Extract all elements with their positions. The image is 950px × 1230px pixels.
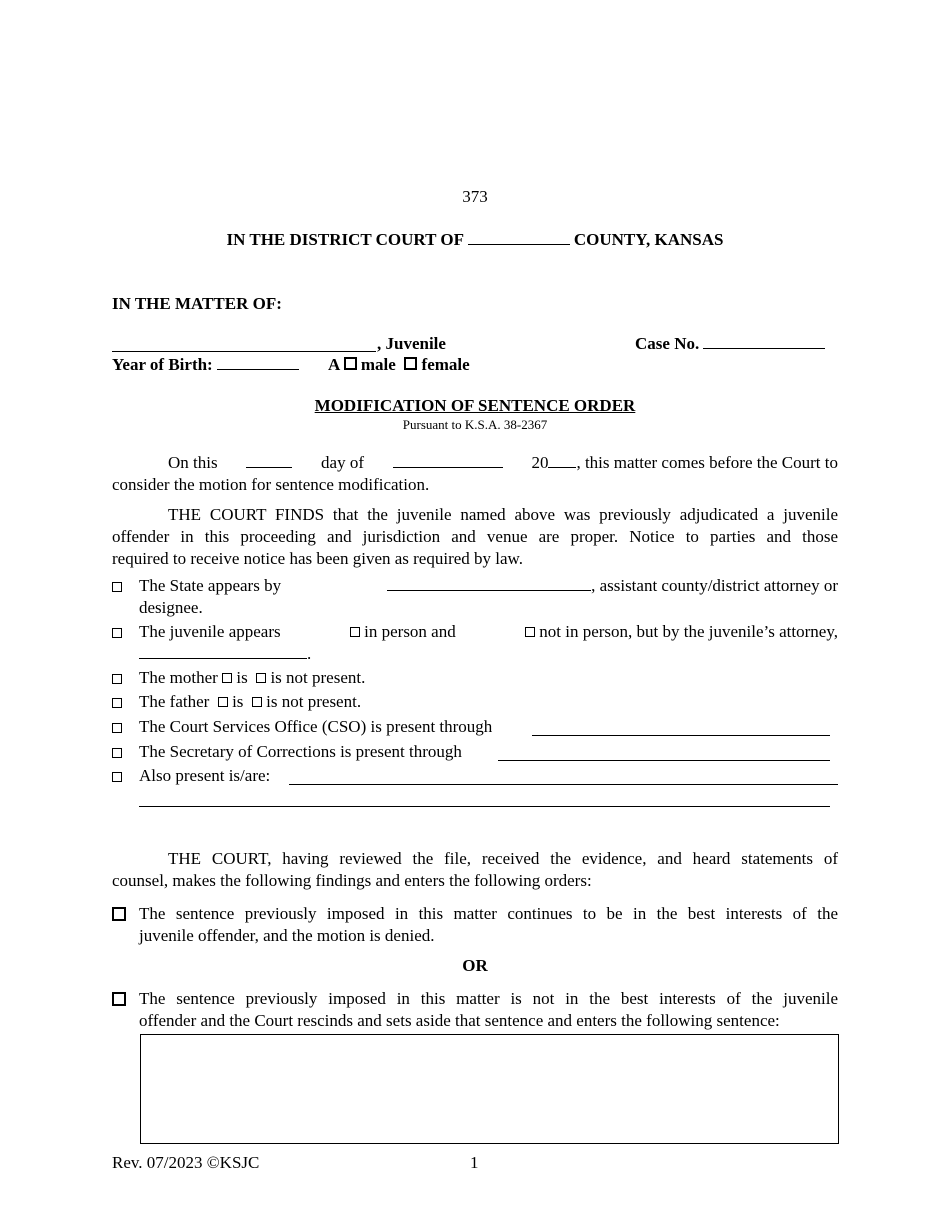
- also-present-blank-2[interactable]: [139, 806, 830, 807]
- option-denied-line-1: The sentence previously imposed in this matter continues to be in the best interests of the: [139, 904, 838, 923]
- juvenile-attorney-line: .: [139, 644, 311, 664]
- juvenile-appears-checkbox[interactable]: [112, 628, 122, 638]
- option-rescind-checkbox[interactable]: [112, 992, 126, 1006]
- state-appears-line: [139, 576, 838, 596]
- date-tail: , this matter comes before the Court to: [576, 453, 838, 472]
- mother-is-label: is: [236, 668, 248, 687]
- document-subtitle: Pursuant to K.S.A. 38-2367: [402, 417, 548, 432]
- findings-line-2: offender in this proceeding and jurisdiction and venue are proper. Notice to parties and those: [112, 527, 838, 546]
- option-rescind-line-1: The sentence previously imposed in this matter is not in the best interests of the juvenile: [139, 989, 838, 1008]
- not-in-person-label: not in person, but by the juvenile’s attorney,: [539, 622, 838, 641]
- cso-blank[interactable]: [532, 735, 830, 736]
- father-label: The father: [139, 692, 210, 711]
- cso-checkbox[interactable]: [112, 723, 122, 733]
- year-prefix: 20: [531, 453, 549, 472]
- court-heading-suffix: COUNTY, KANSAS: [573, 230, 724, 249]
- in-person-label: in person and: [364, 622, 456, 641]
- case-no-blank[interactable]: [703, 334, 825, 349]
- male-checkbox[interactable]: [344, 357, 357, 370]
- option-rescind-line-2: offender and the Court rescinds and sets aside that sentence and enters the following sentence:: [139, 1011, 780, 1030]
- mother-is-checkbox[interactable]: [222, 673, 232, 683]
- male-label: male: [360, 355, 396, 374]
- juvenile-name-blank[interactable]: [112, 351, 376, 352]
- county-blank[interactable]: [468, 230, 570, 245]
- juvenile-label: , Juvenile: [377, 334, 446, 353]
- or-separator: OR: [462, 956, 488, 975]
- option-denied-checkbox[interactable]: [112, 907, 126, 921]
- also-present-label: Also present is/are:: [139, 766, 271, 785]
- mother-label: The mother: [139, 668, 218, 687]
- mother-is-not-label: is not present.: [270, 668, 366, 687]
- document-title: MODIFICATION OF SENTENCE ORDER: [314, 396, 636, 415]
- month-blank[interactable]: [393, 453, 503, 468]
- state-appears-label: The State appears by: [139, 576, 282, 595]
- year-of-birth-label: Year of Birth:: [112, 355, 213, 374]
- court-heading-prefix: IN THE DISTRICT COURT OF: [226, 230, 464, 249]
- on-this-label: On this: [168, 453, 218, 472]
- father-line: [139, 692, 361, 712]
- mother-line: [139, 668, 365, 688]
- matter-label: IN THE MATTER OF:: [112, 294, 282, 313]
- case-no-label: Case No.: [635, 334, 700, 353]
- sex-prefix: A: [328, 355, 340, 374]
- female-label: female: [421, 355, 470, 374]
- new-sentence-box[interactable]: [140, 1034, 839, 1144]
- year-of-birth: [112, 355, 299, 375]
- secretary-blank[interactable]: [498, 760, 830, 761]
- secretary-checkbox[interactable]: [112, 748, 122, 758]
- father-checkbox[interactable]: [112, 698, 122, 708]
- father-is-not-label: is not present.: [266, 692, 362, 711]
- findings-line-3: required to receive notice has been given as required by law.: [112, 549, 523, 568]
- father-is-label: is: [232, 692, 244, 711]
- footer-revision: Rev. 07/2023 ©KSJC: [112, 1153, 260, 1172]
- mother-checkbox[interactable]: [112, 674, 122, 684]
- sex-selection: [328, 355, 470, 375]
- not-in-person-checkbox[interactable]: [525, 627, 535, 637]
- day-of-label: day of: [321, 453, 364, 472]
- secretary-label: The Secretary of Corrections is present through: [139, 742, 462, 761]
- date-line: [168, 453, 838, 473]
- cso-label: The Court Services Office (CSO) is present through: [139, 717, 493, 736]
- father-is-not-checkbox[interactable]: [252, 697, 262, 707]
- state-appears-line-2: designee.: [139, 598, 203, 617]
- female-checkbox[interactable]: [404, 357, 417, 370]
- also-present-checkbox[interactable]: [112, 772, 122, 782]
- case-no: [635, 334, 825, 354]
- state-appears-checkbox[interactable]: [112, 582, 122, 592]
- in-person-checkbox[interactable]: [350, 627, 360, 637]
- findings-line-1: THE COURT FINDS that the juvenile named above was previously adjudicated a juvenile: [168, 505, 838, 524]
- juvenile-appears-line: [139, 622, 838, 642]
- option-denied-line-2: juvenile offender, and the motion is denied.: [139, 926, 435, 945]
- state-attorney-blank[interactable]: [387, 576, 591, 591]
- juvenile-attorney-blank[interactable]: [139, 644, 307, 659]
- juvenile-appears-label: The juvenile appears: [139, 622, 281, 641]
- top-page-number: 373: [462, 187, 488, 206]
- court-review-line-1: THE COURT, having reviewed the file, received the evidence, and heard statements of: [168, 849, 838, 868]
- court-review-line-2: counsel, makes the following findings and enters the following orders:: [112, 871, 592, 890]
- father-is-checkbox[interactable]: [218, 697, 228, 707]
- state-appears-tail: , assistant county/district attorney or: [591, 576, 838, 595]
- year-of-birth-blank[interactable]: [217, 355, 299, 370]
- mother-is-not-checkbox[interactable]: [256, 673, 266, 683]
- court-heading: [0, 230, 950, 250]
- day-blank[interactable]: [246, 453, 292, 468]
- also-present-blank-1[interactable]: [289, 784, 838, 785]
- date-line-2: consider the motion for sentence modification.: [112, 475, 430, 494]
- footer-page-number: 1: [470, 1153, 479, 1172]
- year-blank[interactable]: [548, 453, 576, 468]
